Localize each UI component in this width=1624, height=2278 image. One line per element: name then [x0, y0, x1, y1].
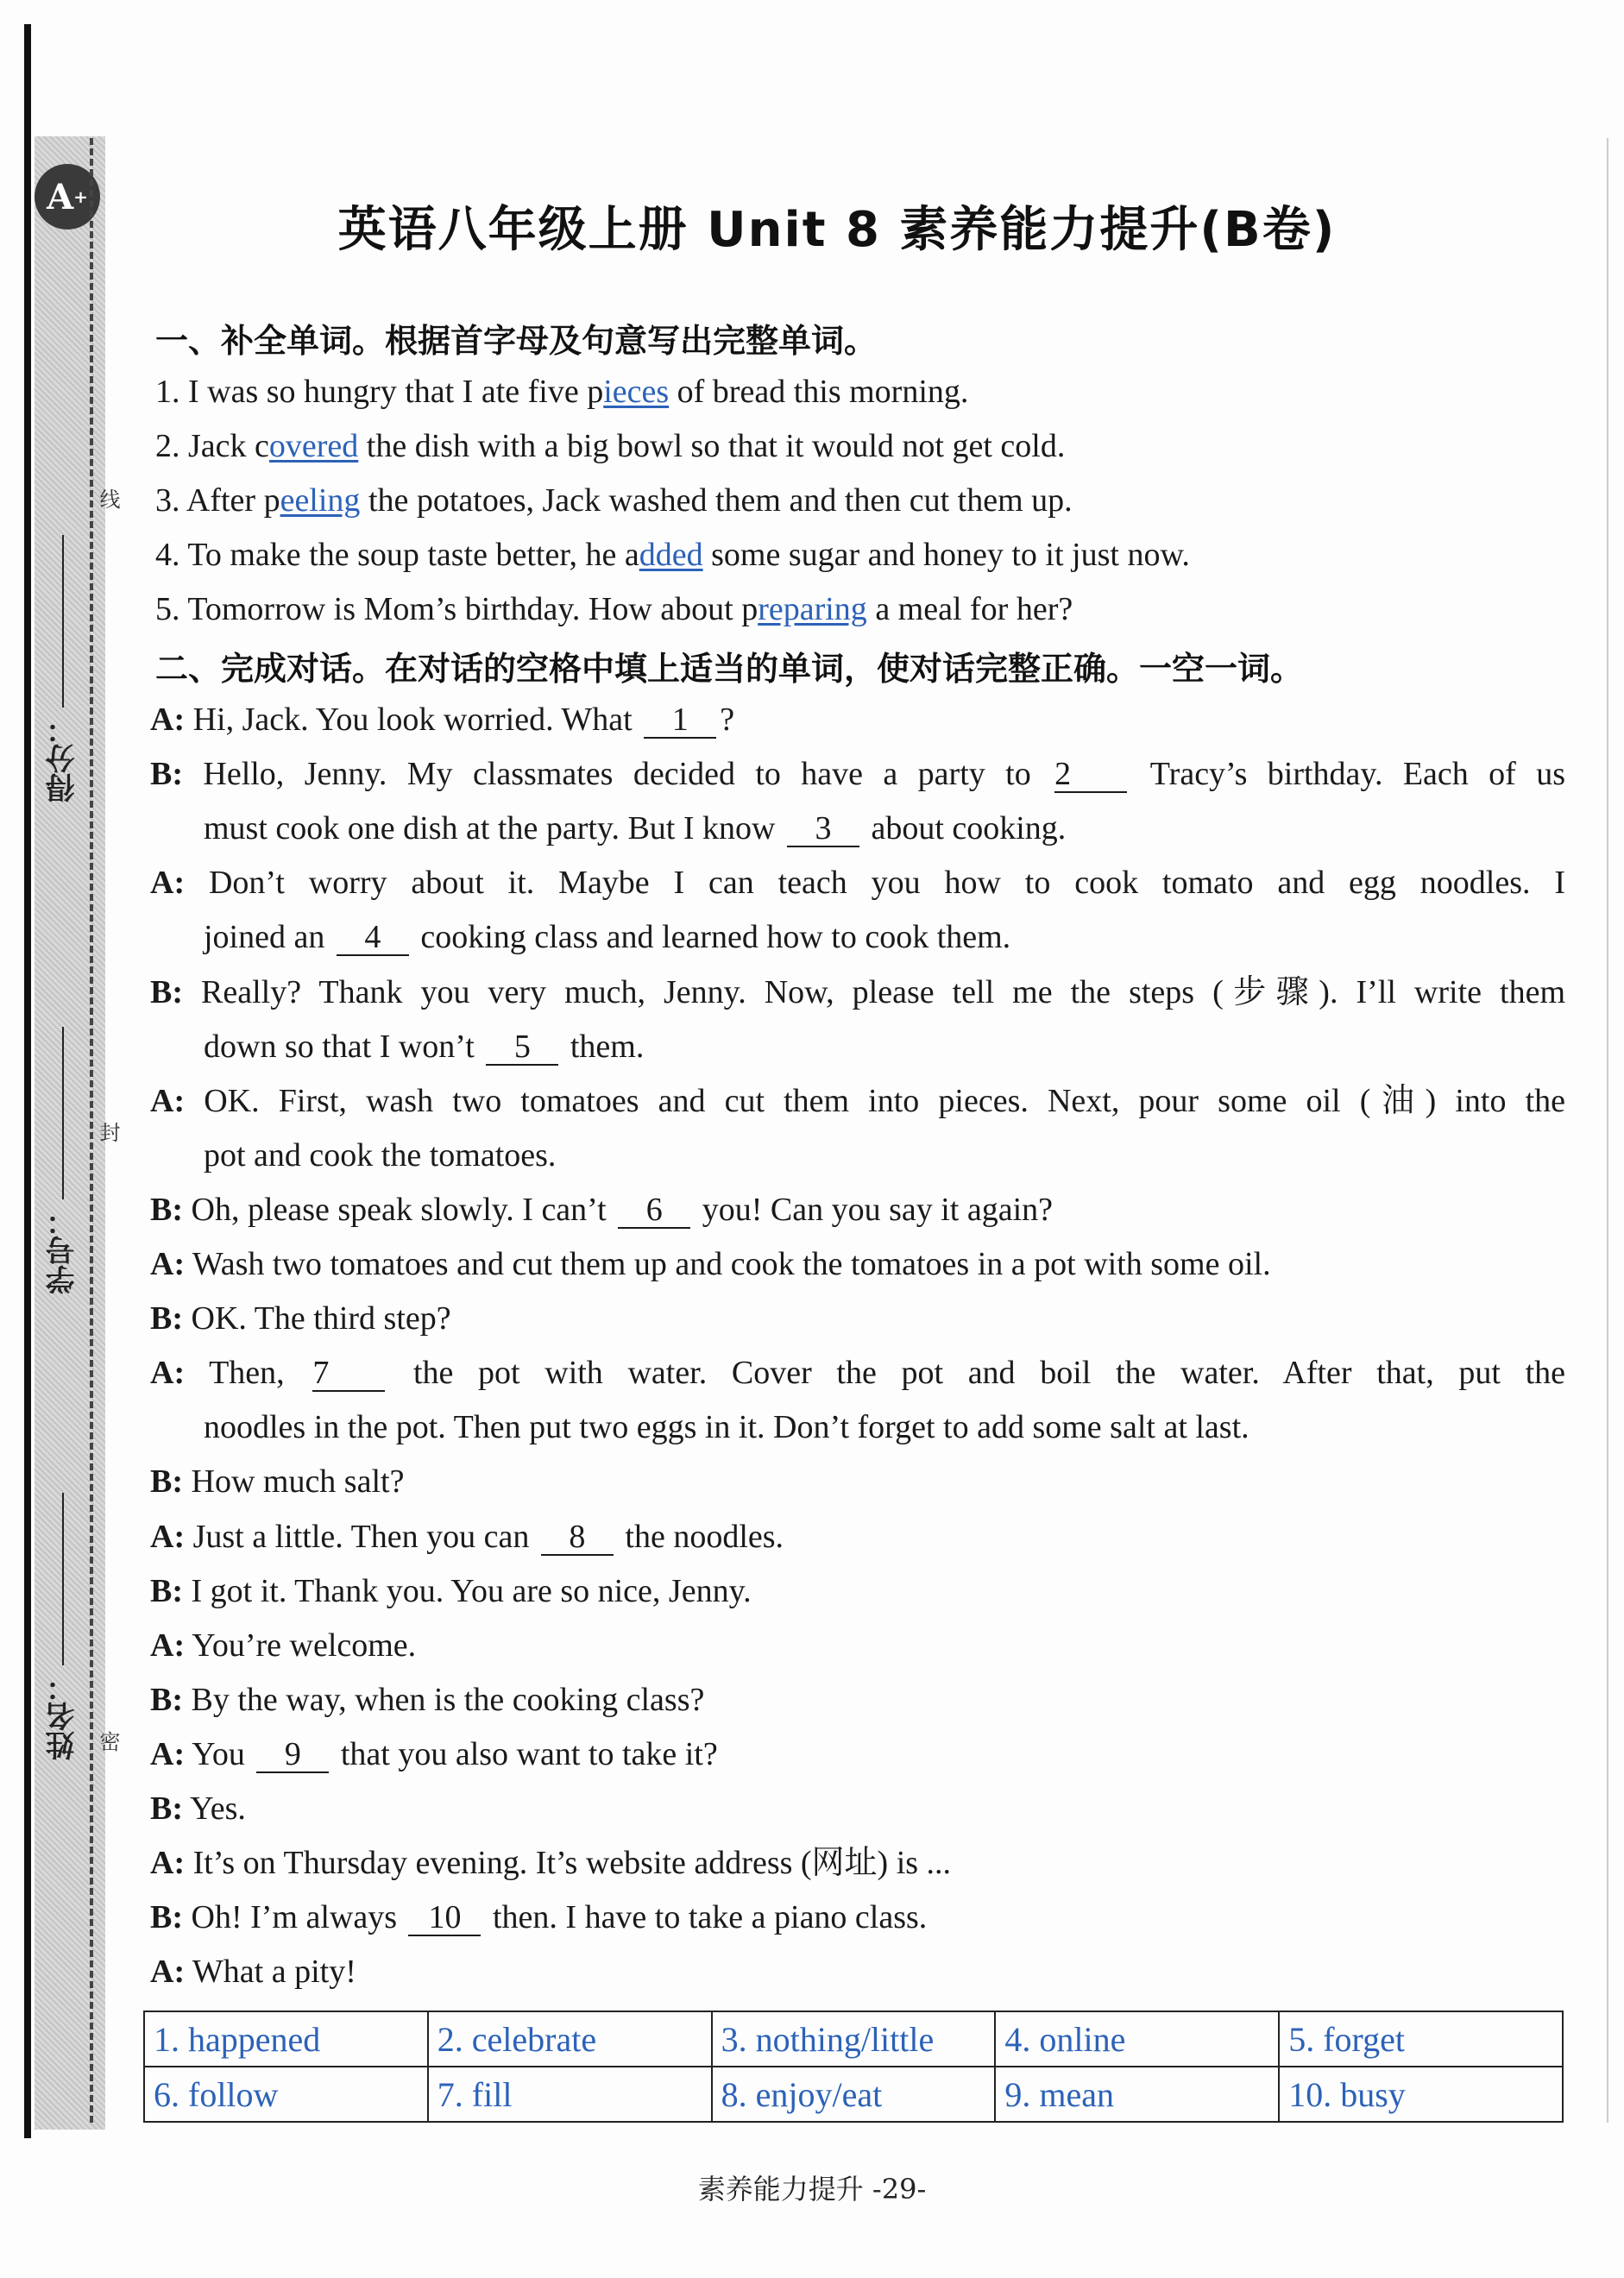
exercise-text: 2. Jack c [155, 428, 269, 464]
dialogue-line [150, 746, 1565, 802]
speaker-label: B: [150, 1681, 183, 1718]
speaker-label: B: [150, 1899, 183, 1936]
dialogue-line [150, 1944, 1565, 1999]
section2-heading: 二、完成对话。在对话的空格中填上适当的单词，使对话完整正确。一空一词。 [155, 650, 1304, 688]
dialogue-text: you! Can you say it again? [694, 1191, 1053, 1228]
dialogue-line [150, 692, 1565, 747]
dialogue-text: ? [720, 702, 735, 738]
answer-cell: 10. busy [1279, 2067, 1563, 2122]
dialogue-text: You’re welcome. [185, 1627, 417, 1664]
speaker-label: A: [150, 1845, 186, 1882]
dialogue-text: OK. The third step? [183, 1300, 451, 1337]
dialogue-line [150, 855, 1565, 910]
dialogue-text: cooking class and learned how to cook them. [412, 919, 1011, 956]
dialogue-line [150, 1727, 1565, 1782]
exercise-text: 4. To make the soup taste better, he a [155, 537, 639, 573]
answer-table [143, 2011, 1564, 2123]
answer-cell: 7. fill [428, 2067, 712, 2122]
dialogue-text: Tracy’s birthday. Each of us [1130, 756, 1565, 793]
exercise-line [155, 480, 1073, 521]
speaker-label: B: [150, 1790, 183, 1827]
dialogue-line [150, 1672, 1565, 1727]
dialogue-line [150, 1454, 1565, 1509]
speaker-label: A: [150, 1518, 186, 1555]
exercise-text: the dish with a big bowl so that it would not get cold. [358, 428, 1066, 464]
speaker-label: A: [150, 865, 186, 902]
score-field[interactable] [41, 535, 84, 802]
student-id-blank[interactable] [62, 1027, 64, 1199]
dialogue-text: You [185, 1735, 254, 1772]
speaker-label: A: [150, 1735, 186, 1772]
blank-number: 1 [644, 702, 716, 739]
dialogue-text: the noodles. [616, 1518, 784, 1555]
exercise-text: 1. I was so hungry that I ate five p [155, 374, 604, 410]
dialogue-line [150, 1564, 1565, 1619]
answer-cell: 1. happened [144, 2011, 428, 2067]
filled-answer: overed [268, 428, 359, 464]
dialogue-line [150, 1237, 1565, 1292]
blank-number: 7 [312, 1356, 385, 1392]
dialogue-text: What a pity! [185, 1954, 356, 1991]
dialogue-text: Oh! I’m always [183, 1899, 406, 1936]
dialogue-text: Then, [185, 1355, 310, 1392]
exercise-line [155, 371, 968, 412]
dialogue-line [150, 1618, 1565, 1673]
dialogue-continuation [204, 909, 1010, 965]
seal-char-line: 线 [96, 488, 120, 509]
dialogue-text: that you also want to take it? [332, 1735, 718, 1772]
dialogue-text: the pot with water. Cover the pot and boil the water. After that, put the [388, 1355, 1565, 1392]
exercise-text: the potatoes, Jack washed them and then cut them up. [360, 482, 1073, 519]
answer-cell: 6. follow [144, 2067, 428, 2122]
dialogue-continuation [204, 1128, 556, 1183]
table-row [144, 2067, 1563, 2122]
speaker-label: A: [150, 1954, 186, 1991]
dialogue-line [150, 1781, 1565, 1836]
speaker-label: B: [150, 973, 183, 1010]
exercise-text: some sugar and honey to it just now. [702, 537, 1190, 573]
dialogue-line [150, 1345, 1565, 1400]
speaker-label: B: [150, 1463, 183, 1501]
dialogue-text: Yes. [183, 1790, 246, 1827]
dialogue-text: down so that I won’t [204, 1028, 483, 1065]
name-label: 姓名： [46, 1672, 80, 1760]
dialogue-text: How much salt? [183, 1463, 405, 1501]
exercise-text: of bread this morning. [669, 374, 969, 410]
answer-cell: 3. nothing/little [712, 2011, 996, 2067]
filled-answer: reparing [758, 591, 867, 627]
page-edge [24, 24, 31, 2138]
dialogue-text: By the way, when is the cooking class? [183, 1681, 705, 1718]
blank-number: 3 [787, 811, 859, 847]
blank-number: 2 [1054, 757, 1127, 793]
dialogue-continuation [204, 1019, 644, 1074]
dialogue-text: Don’t worry about it. Maybe I can teach you how to cook tomato and egg noodles. I [185, 865, 1565, 902]
dialogue-text: It’s on Thursday evening. It’s website address (网址) is ... [185, 1845, 952, 1882]
section1-heading: 一、补全单词。根据首字母及句意写出完整单词。 [155, 322, 878, 360]
dialogue-continuation [204, 801, 1066, 856]
speaker-label: A: [150, 1355, 186, 1392]
dialogue-text: OK. First, wash two tomatoes and cut them into pieces. Next, pour some oil (油) into the [185, 1082, 1565, 1119]
score-blank[interactable] [62, 535, 64, 708]
exercise-line [155, 534, 1190, 576]
filled-answer: eeling [280, 482, 361, 519]
dialogue-text: Really? Thank you very much, Jenny. Now, please tell me the steps (步骤). I’ll write them [183, 973, 1565, 1010]
student-id-label: 学号： [46, 1206, 80, 1294]
speaker-label: B: [150, 1191, 183, 1228]
exercise-text: 5. Tomorrow is Mom’s birthday. How about p [155, 591, 758, 627]
dialogue-text: noodles in the pot. Then put two eggs in it. Don’t forget to add some salt at last. [204, 1409, 1249, 1446]
blank-number: 6 [618, 1192, 690, 1229]
dialogue-continuation [204, 1400, 1249, 1455]
speaker-label: A: [150, 1627, 186, 1664]
blank-number: 8 [541, 1520, 614, 1556]
page-title: 英语八年级上册 Unit 8 素养能力提升(B卷) [337, 202, 1337, 258]
speaker-label: B: [150, 1300, 183, 1337]
dialogue-text: must cook one dish at the party. But I know [204, 810, 784, 847]
filled-answer: ieces [603, 374, 670, 410]
answer-cell: 8. enjoy/eat [712, 2067, 996, 2122]
score-label: 得分： [46, 714, 80, 802]
exercise-text: a meal for her? [866, 591, 1073, 627]
dialogue-line [150, 1835, 1565, 1891]
dialogue-text: Wash two tomatoes and cut them up and cook the tomatoes in a pot with some oil. [185, 1246, 1271, 1282]
dialogue-line [150, 1291, 1565, 1346]
dialogue-text: Hello, Jenny. My classmates decided to have a party to [183, 756, 1052, 793]
table-row [144, 2011, 1563, 2067]
blank-number: 10 [408, 1900, 481, 1936]
dialogue-line [150, 965, 1565, 1020]
speaker-label: A: [150, 1246, 186, 1282]
dialogue-line [150, 1182, 1565, 1237]
page-footer: 素养能力提升 -29- [697, 2173, 927, 2206]
dialogue-text: joined an [204, 919, 333, 956]
speaker-label: B: [150, 756, 183, 793]
exercise-text: 3. After p [155, 482, 280, 519]
blank-number: 5 [486, 1029, 558, 1066]
right-page-edge [1607, 138, 1608, 2123]
dialogue-line [150, 1890, 1565, 1945]
seal-char-seal: 封 [96, 1122, 120, 1142]
dialogue-text: Just a little. Then you can [185, 1518, 538, 1555]
answer-cell: 9. mean [995, 2067, 1279, 2122]
dialogue-text: then. I have to take a piano class. [484, 1899, 928, 1936]
exercise-line [155, 425, 1065, 467]
dialogue-line [150, 1073, 1565, 1129]
a-plus-logo-icon: A + [35, 164, 100, 230]
student-id-field[interactable] [41, 1027, 84, 1294]
speaker-label: B: [150, 1572, 183, 1609]
name-blank[interactable] [62, 1493, 64, 1665]
blank-number: 9 [256, 1737, 329, 1773]
dialogue-text: Hi, Jack. You look worried. What [185, 702, 641, 738]
speaker-label: A: [150, 1082, 186, 1119]
answer-cell: 5. forget [1279, 2011, 1563, 2067]
speaker-label: A: [150, 702, 186, 738]
dialogue-text: about cooking. [862, 810, 1067, 847]
answer-cell: 2. celebrate [428, 2011, 712, 2067]
exercise-line [155, 588, 1073, 630]
dialogue-text: them. [562, 1028, 645, 1065]
answer-cell: 4. online [995, 2011, 1279, 2067]
dialogue-text: Oh, please speak slowly. I can’t [183, 1191, 615, 1228]
seal-char-secret: 密 [96, 1731, 120, 1752]
dialogue-text: I got it. Thank you. You are so nice, Jenny. [183, 1572, 752, 1609]
filled-answer: dded [639, 537, 703, 573]
dialogue-line [150, 1509, 1565, 1564]
dialogue-text: pot and cook the tomatoes. [204, 1136, 557, 1174]
name-field[interactable] [41, 1493, 84, 1760]
blank-number: 4 [337, 920, 409, 956]
